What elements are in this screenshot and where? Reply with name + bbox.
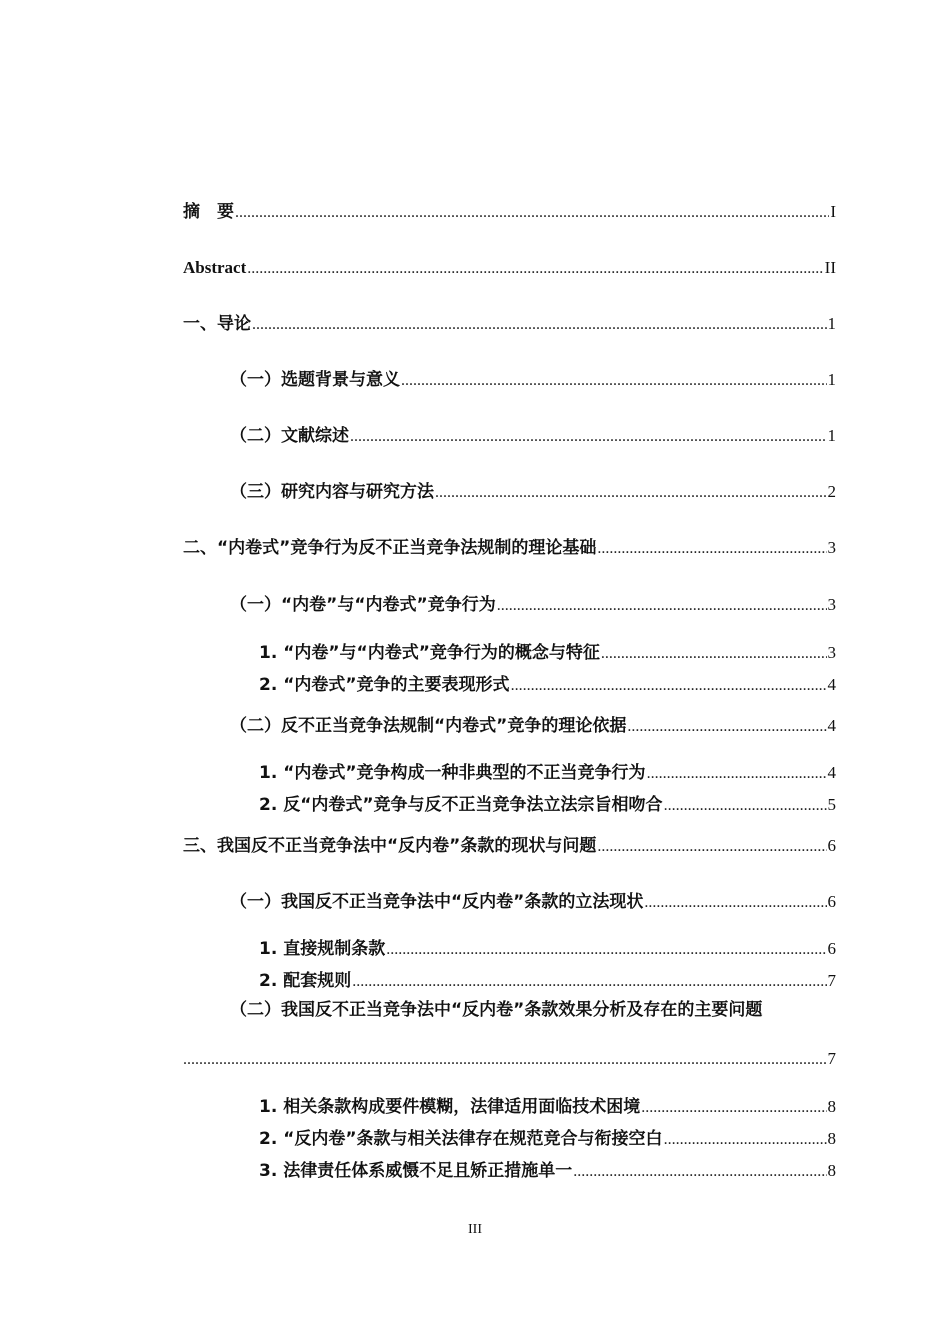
toc-page: 6	[827, 892, 836, 911]
toc-page: 3	[827, 595, 836, 614]
toc-page: II	[824, 258, 836, 277]
toc-page: 6	[827, 939, 836, 958]
toc-title: 2. “反内卷”条款与相关法律存在规范竞合与衔接空白	[259, 1129, 663, 1149]
toc-page: 4	[827, 763, 836, 782]
leader-dots	[627, 716, 826, 738]
toc-page: 8	[827, 1097, 836, 1116]
leader-dots	[235, 202, 829, 224]
leader-dots	[664, 795, 827, 817]
toc-page: 5	[827, 795, 836, 814]
toc-entry[interactable]	[259, 1160, 836, 1183]
toc-title: 三、我国反不正当竞争法中“反内卷”条款的现状与问题	[183, 836, 597, 856]
toc-entry[interactable]	[230, 594, 836, 617]
toc-page: 7	[827, 1049, 836, 1068]
toc-title: 二、“内卷式”竞争行为反不正当竞争法规制的理论基础	[183, 538, 597, 558]
toc-entry[interactable]	[183, 257, 836, 280]
toc-page: I	[830, 202, 836, 221]
toc-entry[interactable]	[259, 674, 836, 697]
toc-title: 2. 反“内卷式”竞争与反不正当竞争法立法宗旨相吻合	[259, 795, 663, 815]
toc-entry[interactable]	[259, 1096, 836, 1119]
toc-page: 7	[827, 971, 836, 990]
leader-dots	[511, 675, 827, 697]
leader-dots	[644, 892, 826, 914]
toc-title: Abstract	[183, 258, 247, 277]
toc-entry[interactable]	[183, 537, 836, 560]
toc-title: （一）我国反不正当竞争法中“反内卷”条款的立法现状	[230, 892, 644, 912]
toc-entry[interactable]	[259, 1128, 836, 1151]
toc-page: 3	[827, 538, 836, 557]
leader-dots	[664, 1129, 827, 1151]
toc-page: 8	[827, 1161, 836, 1180]
toc-title: 1. “内卷式”竞争构成一种非典型的不正当竞争行为	[259, 763, 646, 783]
toc-title: 2. “内卷式”竞争的主要表现形式	[259, 675, 510, 695]
toc-page: 2	[827, 482, 836, 501]
page-number-footer: III	[468, 1222, 482, 1237]
leader-dots	[247, 258, 823, 280]
leader-dots	[352, 971, 826, 993]
toc-title: 摘 要	[183, 202, 234, 222]
toc-title: （一）选题背景与意义	[230, 370, 400, 390]
toc-entry[interactable]	[230, 369, 836, 392]
toc-page: 6	[827, 836, 836, 855]
toc-entry[interactable]	[230, 481, 836, 504]
toc-entry[interactable]	[259, 762, 836, 785]
toc-entry[interactable]	[183, 201, 836, 224]
leader-dots	[386, 939, 826, 961]
toc-page: 1	[827, 426, 836, 445]
leader-dots	[497, 595, 827, 617]
toc-entry[interactable]	[259, 794, 836, 817]
toc-title: 一、导论	[183, 314, 251, 334]
toc-entry[interactable]	[230, 715, 836, 738]
toc-title: 2. 配套规则	[259, 971, 352, 991]
toc-entry[interactable]	[183, 835, 836, 858]
toc-entry[interactable]	[230, 425, 836, 448]
toc-entry[interactable]	[259, 970, 836, 993]
toc-title: （二）文献综述	[230, 426, 349, 446]
leader-dots	[601, 643, 827, 665]
toc-title: （一）“内卷”与“内卷式”竞争行为	[230, 595, 496, 615]
toc-title: 1. “内卷”与“内卷式”竞争行为的概念与特征	[259, 643, 600, 663]
leader-dots	[647, 763, 827, 785]
toc-title: 1. 直接规制条款	[259, 939, 386, 959]
toc-page: 4	[827, 716, 836, 735]
toc-title: （二）我国反不正当竞争法中“反内卷”条款效果分析及存在的主要问题	[230, 1000, 763, 1020]
leader-dots	[401, 370, 827, 392]
toc-title: 3. 法律责任体系威慑不足且矫正措施单一	[259, 1161, 573, 1181]
toc-entry[interactable]	[259, 642, 836, 665]
toc-entry[interactable]	[230, 891, 836, 914]
leader-dots	[252, 314, 827, 336]
toc-title: 1. 相关条款构成要件模糊，法律适用面临技术困境	[259, 1097, 641, 1117]
toc-page: 1	[827, 314, 836, 333]
toc-page: 4	[827, 675, 836, 694]
toc-title: （三）研究内容与研究方法	[230, 482, 434, 502]
toc-entry[interactable]	[183, 313, 836, 336]
leader-dots	[435, 482, 827, 504]
toc-page: 8	[827, 1129, 836, 1148]
toc-page: 1	[827, 370, 836, 389]
leader-dots	[350, 426, 827, 448]
toc-title: （二）反不正当竞争法规制“内卷式”竞争的理论依据	[230, 716, 627, 736]
leader-dots	[597, 836, 826, 858]
toc-page: 3	[827, 643, 836, 662]
leader-dots	[597, 538, 826, 560]
leader-dots	[183, 1049, 827, 1071]
leader-dots	[641, 1097, 826, 1119]
leader-dots	[573, 1161, 826, 1183]
toc-entry[interactable]	[259, 938, 836, 961]
